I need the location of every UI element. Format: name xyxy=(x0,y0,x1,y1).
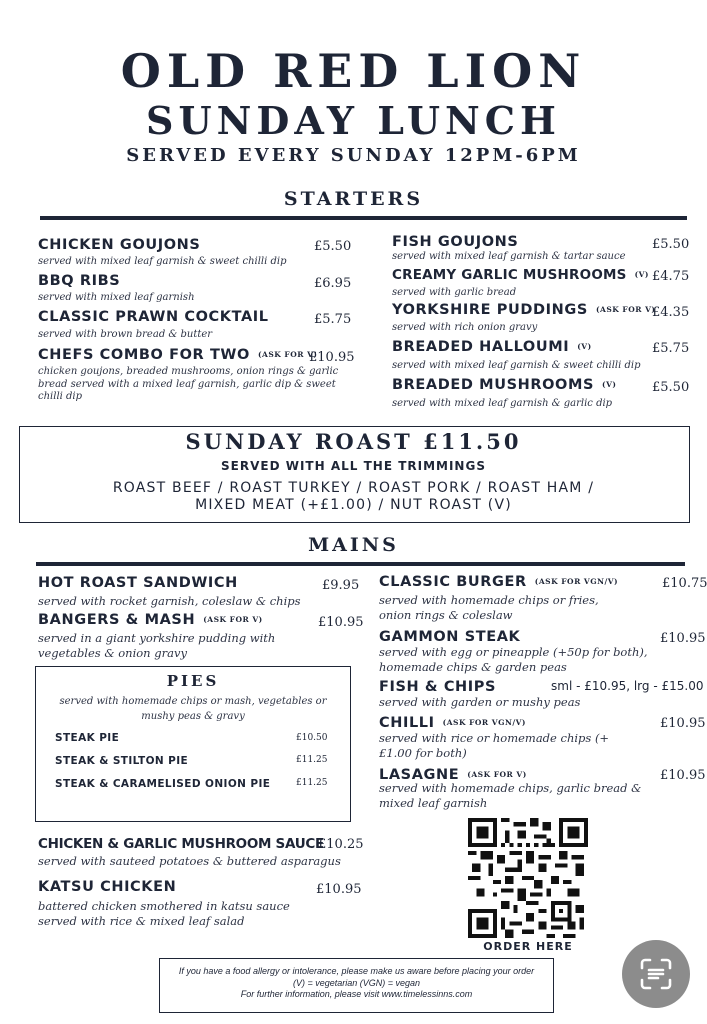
mains-heading: MAINS xyxy=(308,534,399,556)
starter-name: YORKSHIRE PUDDINGS (ASK FOR V) xyxy=(392,302,656,318)
main-name: CHILLI (ASK FOR VGN/V) xyxy=(379,715,526,731)
main-name: KATSU CHICKEN xyxy=(38,879,177,895)
pie-name: STEAK & CARAMELISED ONION PIE xyxy=(55,778,271,790)
pie-price: £10.50 xyxy=(296,733,328,743)
starter-name: BBQ RIBS xyxy=(38,273,121,289)
main-price: £10.25 xyxy=(318,837,364,852)
main-price: sml - £10.95, lrg - £15.00 xyxy=(551,679,704,693)
ask-note: (ASK FOR V) xyxy=(257,350,318,359)
starter-price: £4.35 xyxy=(652,305,690,320)
starter-price: £5.50 xyxy=(314,239,352,254)
main-desc: battered chicken smothered in katsu sauce served with rice & mixed leaf salad xyxy=(38,899,290,928)
main-desc: served in a giant yorkshire pudding with vegetables & onion gravy xyxy=(38,631,276,660)
pies-desc: served with homemade chips or mash, vegetables or mushy peas & gravy xyxy=(59,696,327,722)
starter-name: CLASSIC PRAWN COCKTAIL xyxy=(38,309,269,325)
main-desc: served with rice or homemade chips (+£1.00 for both) xyxy=(379,731,610,760)
pie-price: £11.25 xyxy=(296,778,328,788)
main-desc: served with homemade chips, garlic bread & mixed leaf garnish xyxy=(379,781,642,810)
main-price: £10.95 xyxy=(660,768,706,783)
ask-note: (V) xyxy=(634,270,649,279)
main-name: GAMMON STEAK xyxy=(379,629,521,645)
menu-title: OLD RED LION xyxy=(120,44,587,98)
main-desc: served with sauteed potatoes & buttered asparagus xyxy=(38,854,341,868)
pie-name: STEAK PIE xyxy=(55,732,120,744)
main-name: CLASSIC BURGER (ASK FOR VGN/V) xyxy=(379,574,619,590)
main-name: BANGERS & MASH (ASK FOR V) xyxy=(38,612,263,628)
main-price: £10.95 xyxy=(316,882,362,897)
allergy-info-text xyxy=(159,966,554,1001)
allergy-line: If you have a food allergy or intolerance, please make us aware before placing your order xyxy=(178,966,535,976)
starter-price: £4.75 xyxy=(652,269,690,284)
starter-desc: served with rich onion gravy xyxy=(392,322,538,333)
starter-desc: served with mixed leaf garnish & sweet chilli dip xyxy=(38,256,287,267)
starter-desc: served with mixed leaf garnish & tartar sauce xyxy=(392,251,626,262)
sunday-roast-subtitle: SERVED WITH ALL THE TRIMMINGS xyxy=(221,459,486,473)
sunday-roast-title: SUNDAY ROAST £11.50 xyxy=(185,429,522,454)
main-name: FISH & CHIPS xyxy=(379,679,497,695)
starter-price: £5.50 xyxy=(652,380,690,395)
ask-note: (ASK FOR V) xyxy=(467,770,527,779)
starter-name: CREAMY GARLIC MUSHROOMS (V) xyxy=(392,267,649,283)
main-price: £10.95 xyxy=(318,615,364,630)
qr-code[interactable] xyxy=(468,818,588,938)
main-price: £10.95 xyxy=(660,716,706,731)
main-desc: served with rocket garnish, coleslaw & chips xyxy=(38,594,301,608)
starters-divider xyxy=(40,216,687,220)
roast-options-line: ROAST BEEF / ROAST TURKEY / ROAST PORK / ROAST HAM / xyxy=(112,480,595,496)
starters-heading: STARTERS xyxy=(283,188,424,210)
main-desc: served with egg or pineapple (+50p for both), homemade chips & garden peas xyxy=(379,645,648,674)
starter-price: £5.75 xyxy=(652,341,690,356)
roast-options-line: MIXED MEAT (+£1.00) / NUT ROAST (V) xyxy=(195,497,512,513)
starter-desc: served with mixed leaf garnish & garlic dip xyxy=(392,398,613,409)
starter-name: BREADED MUSHROOMS (V) xyxy=(392,377,617,393)
main-price: £10.75 xyxy=(662,576,707,591)
starter-desc: served with brown bread & butter xyxy=(38,329,213,340)
starter-name: CHEFS COMBO FOR TWO (ASK FOR V) xyxy=(38,347,318,363)
ask-note: (ASK FOR VGN/V) xyxy=(442,718,526,727)
scan-text-icon xyxy=(622,940,690,1008)
website-line: For further information, please visit www.timelessinns.com xyxy=(240,989,473,999)
starter-price: £5.50 xyxy=(652,237,690,252)
main-price: £10.95 xyxy=(660,631,706,646)
main-name: LASAGNE (ASK FOR V) xyxy=(379,767,527,783)
serving-times: SERVED EVERY SUNDAY 12PM-6PM xyxy=(126,145,581,166)
starter-name: FISH GOUJONS xyxy=(392,234,519,250)
ask-note: (ASK FOR V) xyxy=(203,615,263,624)
starter-desc: served with mixed leaf garnish & sweet chilli dip xyxy=(392,360,641,371)
main-name: CHICKEN & GARLIC MUSHROOM SAUCE xyxy=(38,836,324,852)
ask-note: (V) xyxy=(602,380,617,389)
pie-name: STEAK & STILTON PIE xyxy=(55,755,189,767)
starter-desc: served with garlic bread xyxy=(392,287,517,298)
main-name: HOT ROAST SANDWICH xyxy=(38,575,238,591)
starter-price: £6.95 xyxy=(314,276,352,291)
pies-title: PIES xyxy=(166,672,220,690)
starter-desc: served with mixed leaf garnish xyxy=(38,292,195,303)
starter-name: BREADED HALLOUMI (V) xyxy=(392,339,592,355)
scan-text-button[interactable] xyxy=(622,940,690,1008)
main-desc: served with garden or mushy peas xyxy=(379,695,581,709)
diet-key-line: (V) = vegetarian (VGN) = vegan xyxy=(292,977,421,988)
starter-price: £10.95 xyxy=(309,350,355,365)
menu-subtitle: SUNDAY LUNCH xyxy=(146,98,561,143)
starter-price: £5.75 xyxy=(314,312,352,327)
main-price: £9.95 xyxy=(322,578,360,593)
ask-note: (ASK FOR V) xyxy=(595,305,656,314)
mains-divider xyxy=(36,562,685,566)
main-desc: served with homemade chips or fries, onion rings & coleslaw xyxy=(379,593,599,622)
starter-name: CHICKEN GOUJONS xyxy=(38,237,201,253)
starter-desc: chicken goujons, breaded mushrooms, onion rings & garlic bread served with a mixed leaf garnish, garlic dip & sweet chilli dip xyxy=(38,366,339,402)
ask-note: (ASK FOR VGN/V) xyxy=(534,577,619,586)
pie-price: £11.25 xyxy=(296,755,328,765)
order-here-label: ORDER HERE xyxy=(483,940,573,953)
ask-note: (V) xyxy=(577,342,592,351)
